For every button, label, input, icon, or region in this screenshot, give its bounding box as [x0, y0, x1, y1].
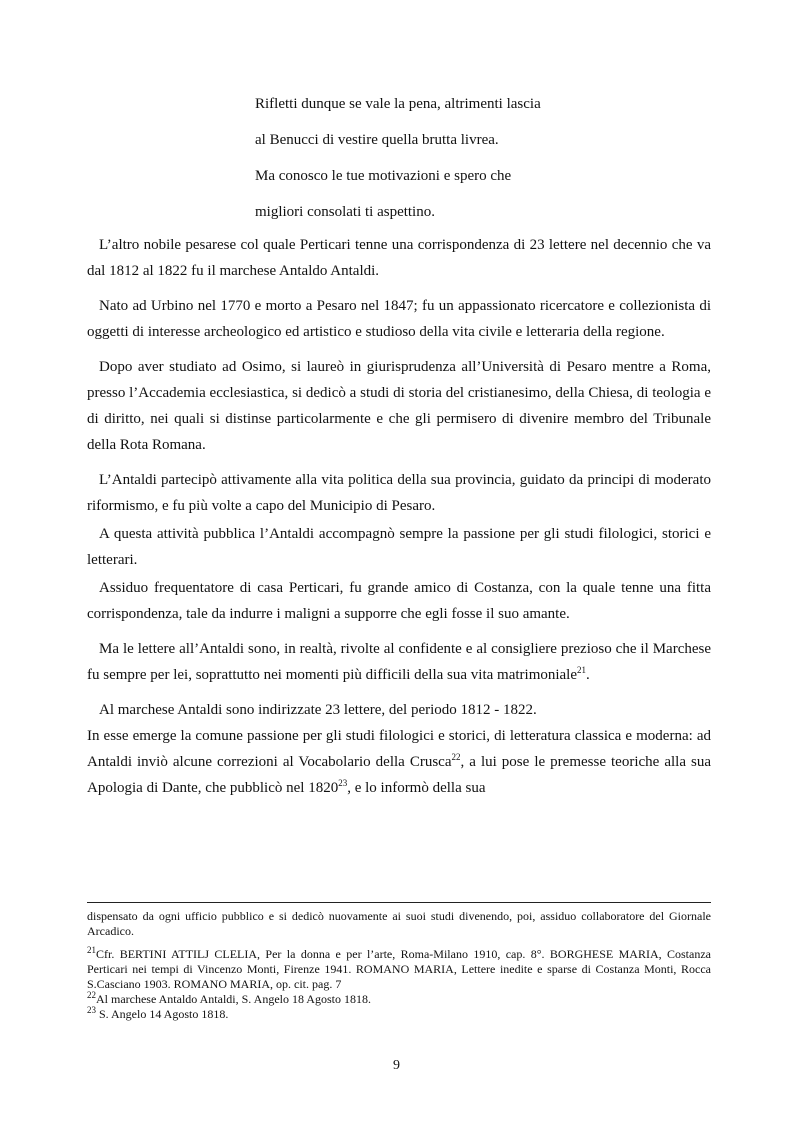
paragraph-text: In esse emerge la comune passione per gli studi filologici e storici, di letteratura classica e moderna: ad Antaldi inviò alcune correzioni al Vocabolario della Crusca: [87, 728, 711, 770]
paragraph: Assiduo frequentatore di casa Perticari, fu grande amico di Costanza, con la quale tenne una fitta corrispondenza, tale da indurre i maligni a supporre che egli fosse il suo amante.: [87, 580, 711, 622]
paragraph-text: , a lui pose le premesse teoriche alla sua Apologia di Dante, che pubblicò nel 1820: [87, 754, 712, 796]
footnote-continuation: dispensato da ogni ufficio pubblico e si dedicò nuovamente ai suoi studi divenendo, poi, assiduo collaboratore del Giornale Arcadico.: [87, 909, 711, 938]
paragraph: Nato ad Urbino nel 1770 e morto a Pesaro nel 1847; fu un appassionato ricercatore e collezionista di oggetti di interesse archeologico ed artistico e studioso della vita civile e letteraria della regione.: [87, 298, 711, 340]
paragraph: Dopo aver studiato ad Osimo, si laureò in giurisprudenza all’Università di Pesaro mentre a Roma, presso l’Accademia ecclesiastica, si dedicò a studi di storia del cristianesimo, della Chiesa, di teologia e di diritto, nei quali si distinse particolarmente e che gli permisero di divenire membro del Tribunale della Rota Romana.: [87, 359, 711, 453]
footnote-text: Al marchese Antaldo Antaldi, S. Angelo 18 Agosto 1818.: [96, 992, 371, 1006]
verse-line: migliori consolati ti aspettino.: [255, 204, 435, 220]
paragraph: [87, 636, 711, 688]
footnote-reference: 23: [338, 778, 348, 788]
footnote-separator: [87, 902, 711, 903]
verse-line: al Benucci di vestire quella brutta livrea.: [255, 132, 499, 148]
verse-quotation: [255, 92, 541, 236]
footnote-21: [87, 947, 711, 992]
paragraph: Al marchese Antaldi sono indirizzate 23 lettere, del periodo 1812 - 1822.: [99, 702, 537, 718]
footnote-number: 21: [87, 945, 96, 955]
verse-line: Rifletti dunque se vale la pena, altrimenti lascia: [255, 96, 541, 112]
footnote-reference: 21: [577, 665, 587, 675]
footnote-number: 23: [87, 1005, 96, 1015]
paragraph-text: Ma le lettere all’Antaldi sono, in realtà, rivolte al confidente e al consigliere prezioso che il Marchese fu sempre per lei, soprattutto nei momenti più difficili della sua vita matrimoniale: [87, 641, 711, 683]
footnotes: [87, 909, 711, 1022]
verse-line: Ma conosco le tue motivazioni e spero che: [255, 168, 512, 184]
footnote-number: 22: [87, 990, 96, 1000]
paragraph: [87, 723, 711, 801]
paragraph: A questa attività pubblica l’Antaldi accompagnò sempre la passione per gli studi filologici, storici e letterari.: [87, 526, 711, 568]
footnote-text: S. Angelo 14 Agosto 1818.: [96, 1007, 229, 1021]
paragraph: L’altro nobile pesarese col quale Perticari tenne una corrispondenza di 23 lettere nel decennio che va dal 1812 al 1822 fu il marchese Antaldo Antaldi.: [87, 237, 711, 279]
page-number: 9: [393, 1058, 400, 1073]
paragraph: L’Antaldi partecipò attivamente alla vita politica della sua provincia, guidato da principi di moderato riformismo, e fu più volte a capo del Municipio di Pesaro.: [87, 472, 711, 514]
footnote-text: Cfr. BERTINI ATTILJ CLELIA, Per la donna e per l’arte, Roma-Milano 1910, cap. 8°. BORGHESE MARIA, Costanza Perticari nei tempi di Vincenzo Monti, Firenze 1941. ROMANO MARIA, Lettere inedite e sparse di Costanza Monti, Rocca S.Casciano 1903. ROMANO MARIA, op. cit. pag. 7: [87, 947, 711, 991]
footnote-reference: 22: [451, 752, 461, 762]
paragraph-text: .: [586, 667, 590, 683]
footnote-23: [87, 1007, 711, 1022]
body-text: [87, 232, 711, 801]
footnote-22: [87, 992, 711, 1007]
paragraph-text: , e lo informò della sua: [347, 780, 486, 796]
